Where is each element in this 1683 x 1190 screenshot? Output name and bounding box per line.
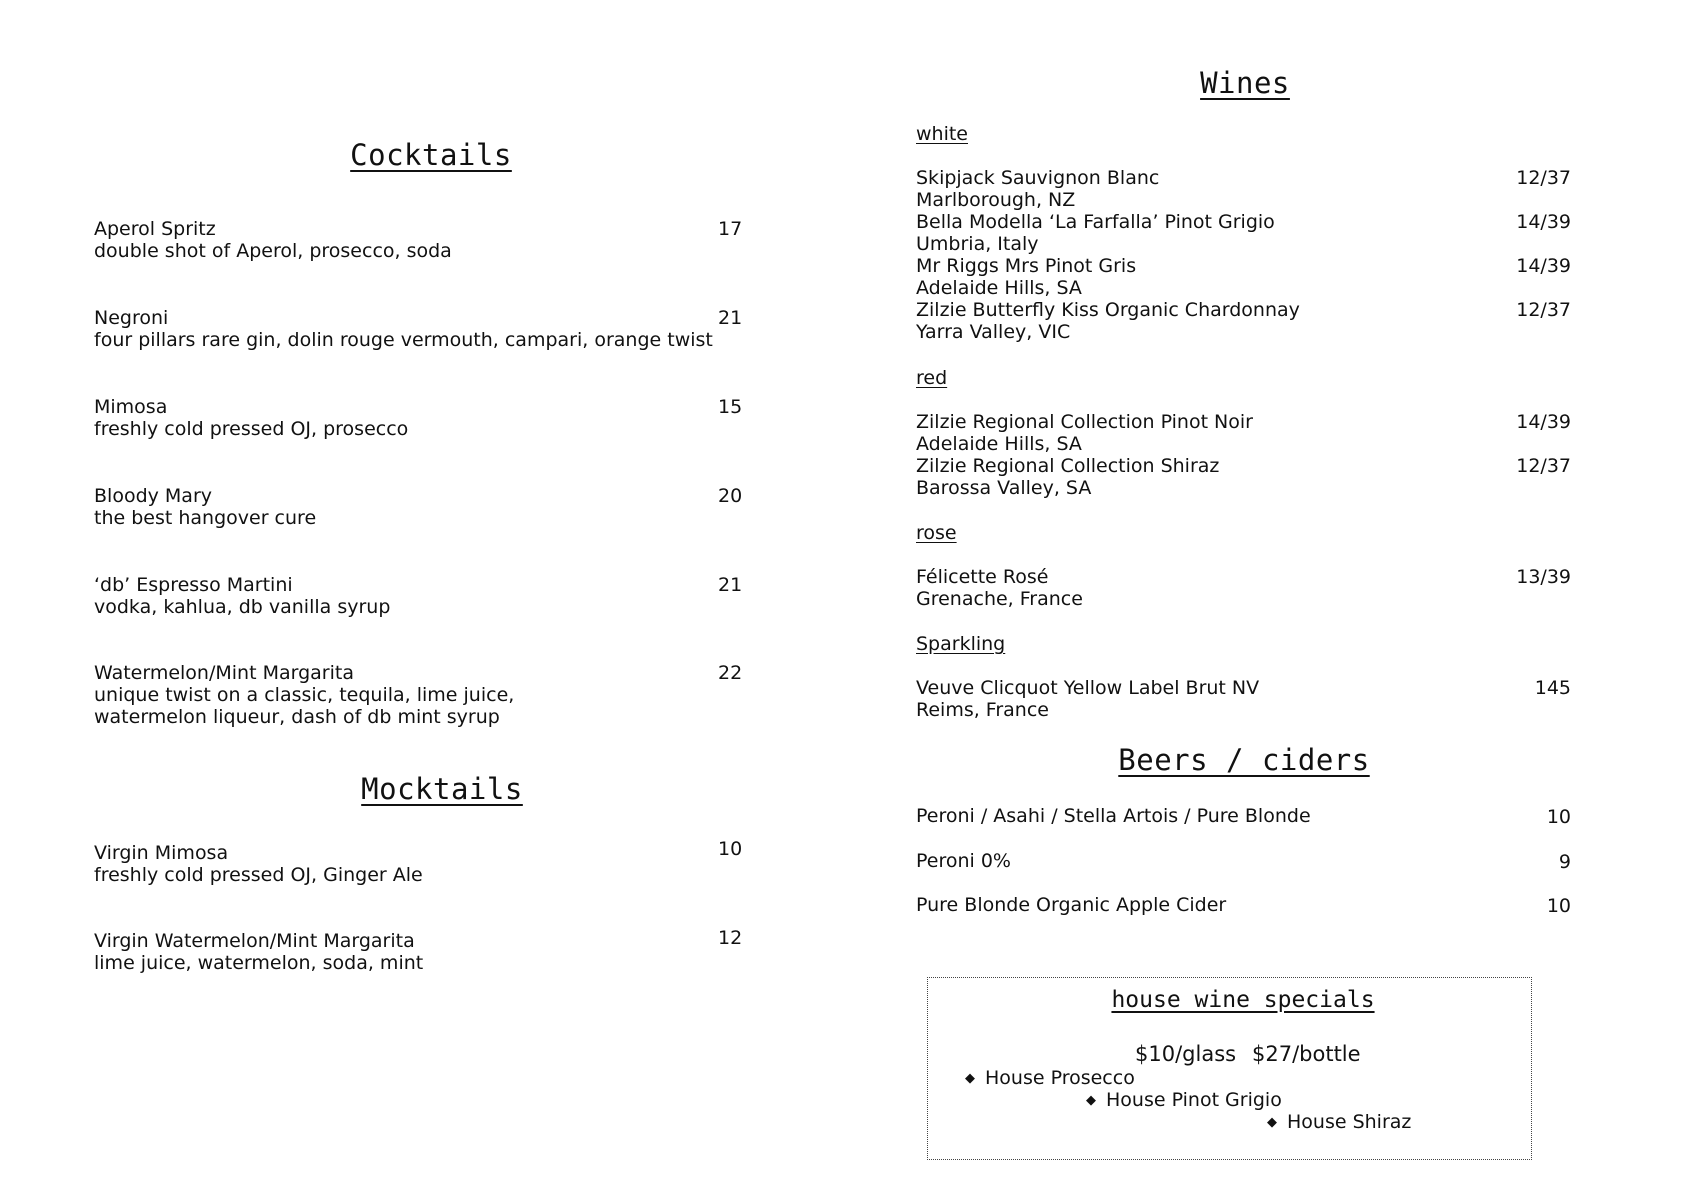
- beer-price: 9: [1558, 851, 1571, 873]
- beer-price: 10: [1546, 895, 1571, 917]
- house-wine-item-label: House Pinot Grigio: [1106, 1089, 1282, 1111]
- house-wine-item-label: House Shiraz: [1287, 1111, 1412, 1133]
- wine-region: Adelaide Hills, SA: [916, 277, 1082, 299]
- wine-price: 14/39: [1516, 411, 1571, 433]
- wines-heading: Wines: [1200, 66, 1290, 100]
- cocktail-desc: double shot of Aperol, prosecco, soda: [94, 240, 452, 262]
- cocktail-desc: four pillars rare gin, dolin rouge vermouth, campari, orange twist: [94, 329, 713, 351]
- house-wine-glass-price: $10/glass: [1135, 1042, 1237, 1066]
- wine-name: Bella Modella ‘La Farfalla’ Pinot Grigio: [916, 211, 1275, 233]
- beer-name: Peroni / Asahi / Stella Artois / Pure Blonde: [916, 805, 1311, 827]
- house-wine-bottle-price: $27/bottle: [1252, 1042, 1361, 1066]
- wine-price: 14/39: [1516, 255, 1571, 277]
- wine-name: Zilzie Regional Collection Pinot Noir: [916, 411, 1253, 433]
- wine-name: Skipjack Sauvignon Blanc: [916, 167, 1160, 189]
- cocktail-name: Aperol Spritz: [94, 218, 216, 240]
- wine-price: 12/37: [1516, 455, 1571, 477]
- wine-price: 12/37: [1516, 167, 1571, 189]
- cocktails-heading: Cocktails: [350, 138, 512, 172]
- cocktail-name: Negroni: [94, 307, 169, 329]
- cocktail-price: 21: [718, 307, 743, 329]
- mocktail-name: Virgin Mimosa: [94, 842, 229, 864]
- beers-heading: Beers / ciders: [1118, 743, 1370, 777]
- beer-price: 10: [1546, 806, 1571, 828]
- beer-name: Peroni 0%: [916, 850, 1011, 872]
- cocktail-name: Mimosa: [94, 396, 168, 418]
- mocktail-price: 10: [718, 838, 743, 860]
- cocktail-price: 20: [718, 485, 743, 507]
- diamond-bullet-icon: ◆: [1086, 1093, 1096, 1108]
- wine-category-sparkling: Sparkling: [916, 633, 1006, 655]
- house-wine-item: [1086, 1089, 1282, 1114]
- wine-region: Marlborough, NZ: [916, 189, 1076, 211]
- house-wine-title: house wine specials: [1111, 987, 1375, 1013]
- cocktail-desc: the best hangover cure: [94, 507, 317, 529]
- wine-price: 13/39: [1516, 566, 1571, 588]
- wine-name: Zilzie Regional Collection Shiraz: [916, 455, 1220, 477]
- wine-category-red: red: [916, 367, 948, 389]
- mocktail-desc: lime juice, watermelon, soda, mint: [94, 952, 424, 974]
- house-wine-item: [1267, 1111, 1411, 1136]
- wine-region: Yarra Valley, VIC: [916, 321, 1071, 343]
- house-wine-item-label: House Prosecco: [985, 1067, 1135, 1089]
- cocktail-desc: vodka, kahlua, db vanilla syrup: [94, 596, 391, 618]
- wine-region: Umbria, Italy: [916, 233, 1039, 255]
- diamond-bullet-icon: ◆: [965, 1071, 975, 1086]
- wine-region: Barossa Valley, SA: [916, 477, 1092, 499]
- mocktail-price: 12: [718, 927, 743, 949]
- wine-name: Zilzie Butterfly Kiss Organic Chardonnay: [916, 299, 1300, 321]
- cocktail-desc: freshly cold pressed OJ, prosecco: [94, 418, 409, 440]
- wine-price: 12/37: [1516, 299, 1571, 321]
- wine-name: Mr Riggs Mrs Pinot Gris: [916, 255, 1137, 277]
- wine-price: 14/39: [1516, 211, 1571, 233]
- cocktail-name: ‘db’ Espresso Martini: [94, 574, 293, 596]
- wine-price: 145: [1534, 677, 1571, 699]
- cocktail-price: 17: [718, 218, 743, 240]
- cocktail-desc: unique twist on a classic, tequila, lime juice, watermelon liqueur, dash of db mint syrup: [94, 684, 515, 728]
- wine-category-white: white: [916, 123, 968, 145]
- wine-region: Adelaide Hills, SA: [916, 433, 1082, 455]
- beer-name: Pure Blonde Organic Apple Cider: [916, 894, 1227, 916]
- mocktail-name: Virgin Watermelon/Mint Margarita: [94, 930, 415, 952]
- cocktail-price: 22: [718, 662, 743, 684]
- cocktail-name: Watermelon/Mint Margarita: [94, 662, 354, 684]
- cocktail-name: Bloody Mary: [94, 485, 212, 507]
- diamond-bullet-icon: ◆: [1267, 1115, 1277, 1130]
- wine-category-rose: rose: [916, 522, 957, 544]
- cocktail-price: 15: [718, 396, 743, 418]
- cocktail-price: 21: [718, 574, 743, 596]
- wine-region: Grenache, France: [916, 588, 1083, 610]
- wine-name: Veuve Clicquot Yellow Label Brut NV: [916, 677, 1260, 699]
- mocktail-desc: freshly cold pressed OJ, Ginger Ale: [94, 864, 423, 886]
- wine-name: Félicette Rosé: [916, 566, 1049, 588]
- mocktails-heading: Mocktails: [361, 772, 523, 806]
- wine-region: Reims, France: [916, 699, 1049, 721]
